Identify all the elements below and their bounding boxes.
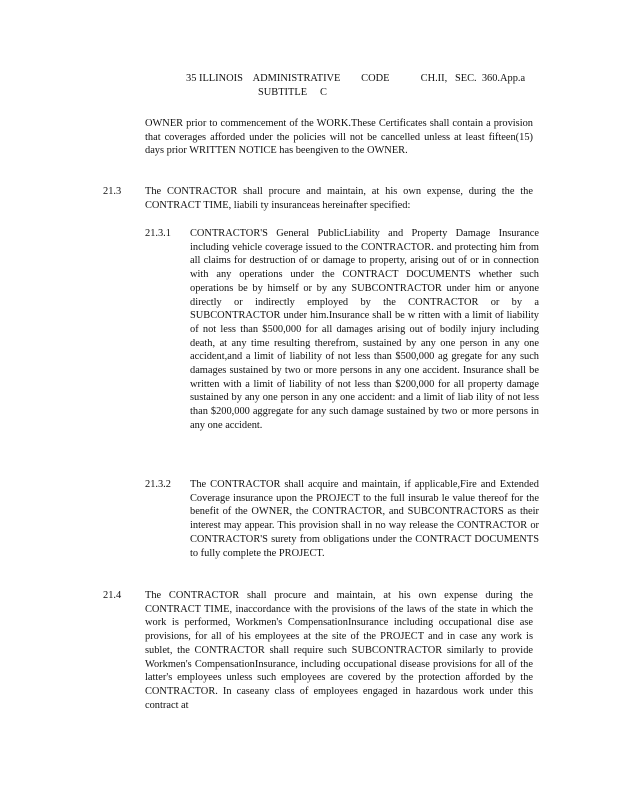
header-line-2: SUBTITLE C: [258, 86, 327, 98]
section-number-21-3-2: 21.3.2: [145, 479, 171, 490]
section-21-3-1: [190, 227, 539, 433]
intro-paragraph: [145, 117, 533, 158]
section-21-3-1-text: CONTRACTOR'S General PublicLiability and Property Damage Insurance including vehicle coverage issued to the CONTRACTOR. and protecting him from all claims for destruction of or damage to property, arising out of or in connection with any operations under the CONTRACT DOCUMENTS whether such operations be by himself or by any SUBCONTRACTOR under him or anyone directly or indirectly employed by the CONTRACTOR or by a SUBCONTRACTOR under him.Insurance shall be w ritten with a limit of liability of not less than $500,000 for all damages arising out of bodily injury including death, at any time resulting therefrom, sustained by any one person in any one accident,and a limit of liability of not less than $500,000 ag gregate for any such damages sustained by two or more persons in any one accident. Insurance shall be written with a limit of liability of not less than $200,000 for all property damage sustained by any one person in any one accident: and a limit of liab ility of not less than $200,000 aggregate for any such damage sustained by two or more persons in any one accident.: [190, 228, 539, 431]
section-number-21-4: 21.4: [103, 590, 122, 601]
section-21-3-2-text: The CONTRACTOR shall acquire and maintain, if applicable,Fire and Extended Coverage insurance upon the PROJECT to the full insurab le value thereof for the benefit of the OWNER, the CONTRACTOR, and SUBCONTRACTORS as their interest may appear. This provision shall in no way release the CONTRACTOR or CONTRACTOR'S surety from obligations under the CONTRACT DOCUMENTS to fully complete the PROJECT.: [190, 479, 539, 559]
section-21-3: [145, 185, 533, 212]
section-21-4: [145, 589, 533, 712]
header-line-1: 35 ILLINOIS ADMINISTRATIVE CODE CH.II, SEC. 360.App.a: [186, 73, 526, 84]
intro-text: OWNER prior to commencement of the WORK.These Certificates shall contain a provision that coverages afforded under the policies will not be cancelled unless at least fifteen(15) days prior WRITTEN NOTICE has beengiven to the OWNER.: [145, 118, 533, 157]
page-header: [186, 72, 546, 99]
section-21-3-text: The CONTRACTOR shall procure and maintain, at his own expense, during the the CONTRACT TIME, liabili ty insuranceas hereinafter specified:: [145, 186, 533, 211]
section-number-21-3: 21.3: [103, 186, 122, 197]
section-21-3-2: [190, 478, 539, 560]
section-21-4-text: The CONTRACTOR shall procure and maintain, at his own expense during the CONTRACT TIME, inaccordance with the provisions of the laws of the state in which the work is performed, Workmen's CompensationInsurance including occupational dise ase provisions, for all of his employees at the site of the PROJECT and in case any work is sublet, the CONTRACTOR shall require such SUBCONTRACTOR similarly to provide Workmen's CompensationInsurance, including occupational disease provisions for all of the latter's employees unless such employees are covered by the protection afforded by the CONTRACTOR. In caseany class of employees engaged in hazardous work under this contract at: [145, 590, 533, 711]
section-number-21-3-1: 21.3.1: [145, 228, 171, 239]
